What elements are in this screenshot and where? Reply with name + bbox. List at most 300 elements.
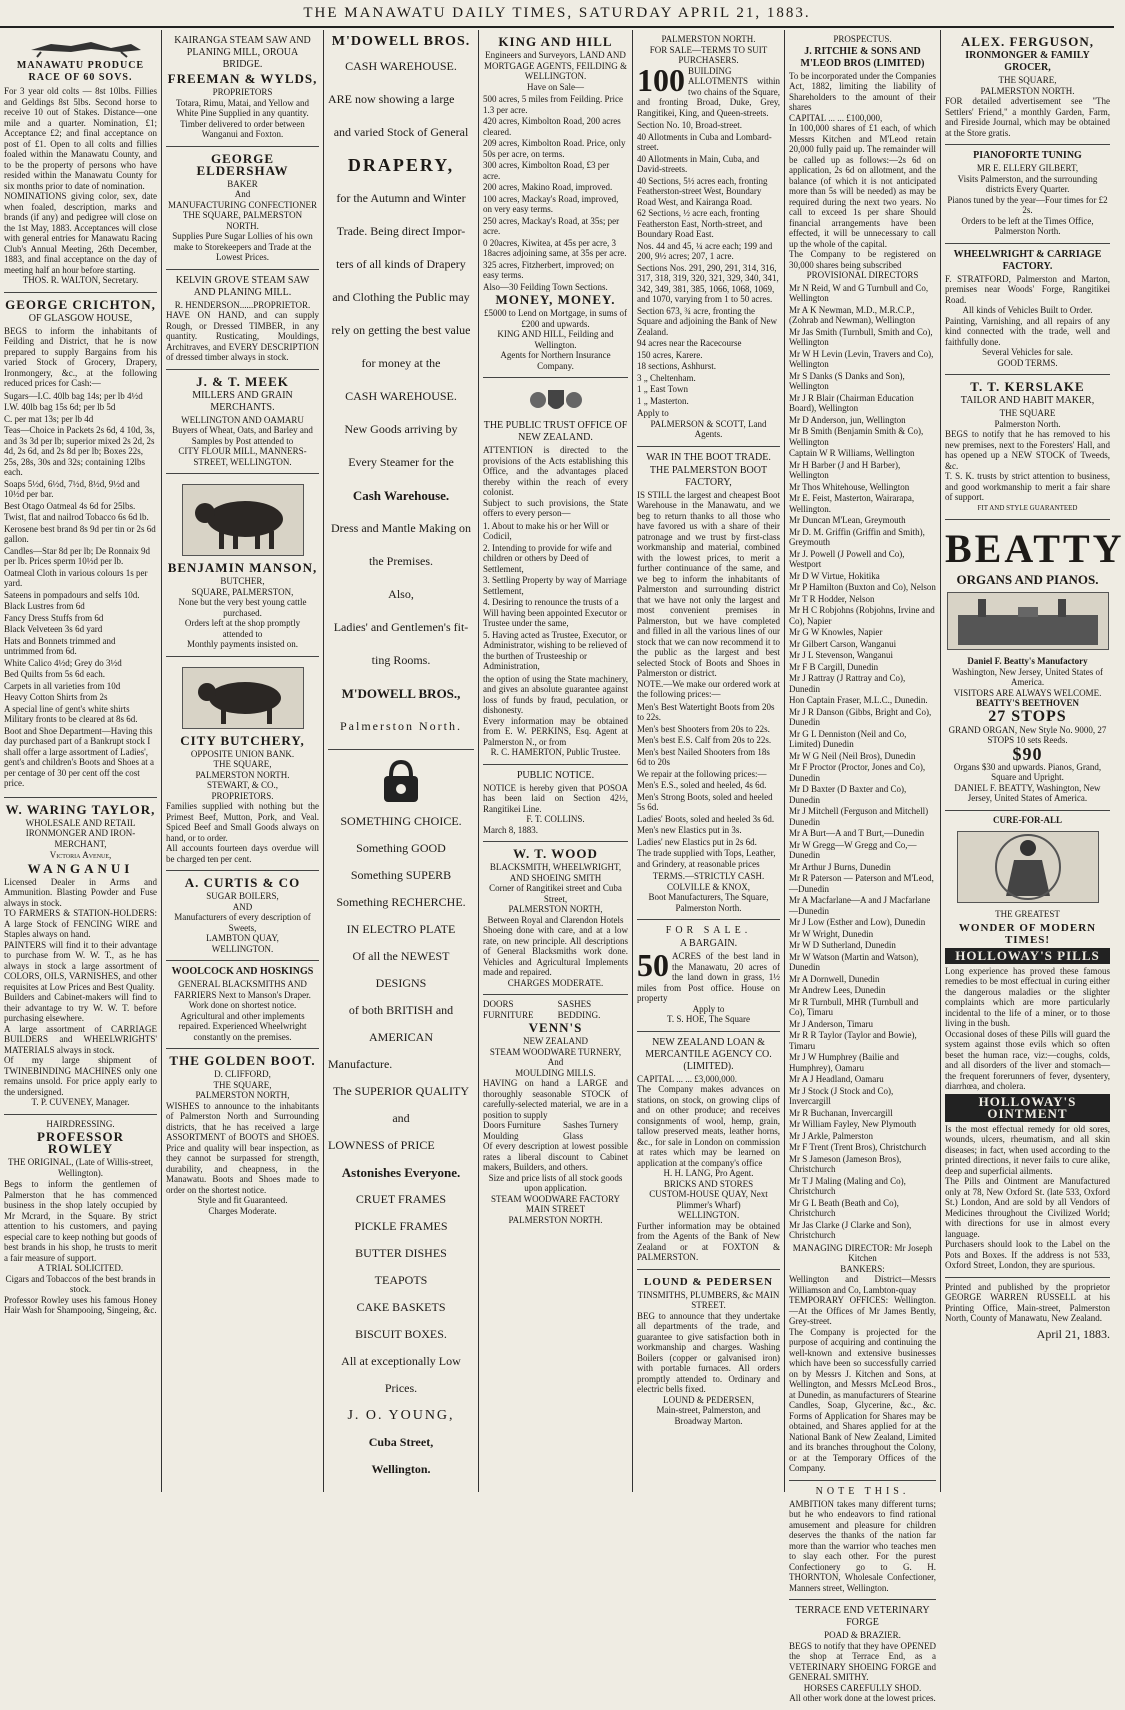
kh-agents: Agents for Northern Insurance Company. bbox=[500, 350, 611, 371]
venn-list-b: Sashes Turnery Glass bbox=[563, 1120, 619, 1141]
column-6 bbox=[785, 30, 940, 1703]
coat-of-arms-icon bbox=[526, 384, 586, 418]
race-ad bbox=[4, 30, 157, 293]
column-7 bbox=[941, 30, 1125, 1492]
eldershaw-text: Supplies Pure Sugar Lollies of his own make to Storekeepers and Trade at the Lowest Prices. bbox=[172, 231, 313, 262]
director-list-item: Mr J Mitchell (Ferguson and Mitchell) Dunedin bbox=[789, 806, 929, 827]
electro-plate-item: CAKE BASKETS bbox=[356, 1300, 446, 1314]
boot-terms: TERMS.—STRICTLY CASH. bbox=[652, 871, 765, 881]
terrace-ad bbox=[789, 1600, 936, 1710]
price-list-item: Black Velveteen 3s 6d yard bbox=[4, 624, 103, 634]
price-list-item: Bed Quilts from 5s 6d each. bbox=[4, 669, 105, 679]
boot-price-list bbox=[637, 702, 780, 870]
director-list-item: Mr J Low (Esther and Low), Dunedin bbox=[789, 917, 926, 927]
kairanga-text-2: Timber delivered to order between Wanganui and Foxton. bbox=[180, 118, 305, 139]
golden-boot-ad bbox=[166, 1049, 319, 1222]
property-list-item: 200 acres, Makino Road, improved. bbox=[483, 182, 613, 192]
prospectus-bank-text: Wellington and District—Messrs Williamson and Co, Lambton-quay bbox=[789, 1274, 936, 1295]
manson-role: BUTCHER, bbox=[220, 576, 265, 586]
venn-sub-2: STEAM WOODWARE TURNERY, bbox=[489, 1046, 622, 1057]
trust-list bbox=[483, 521, 628, 672]
directors-list bbox=[789, 283, 936, 1241]
young-town: Wellington. bbox=[371, 1462, 431, 1476]
taylor-town: WANGANUI bbox=[27, 860, 134, 876]
kerslake-text-2: T. S. K. trusts by strict attention to business, and good workmanship to merit a fair share of support. bbox=[945, 471, 1110, 502]
eldershaw-and: And bbox=[234, 189, 251, 199]
golden-text: WISHES to announce to the inhabitants of Palmerston North and Surrounding districts, that he has received a large ASSORTMENT of BOOTS and SHOES. Price and quality will bear inspection, as they cannot be surpassed for strength, durability, and cheapness, in the Manawatu. Boots and Shoes made to order on the shortest notice. bbox=[166, 1100, 319, 1195]
city-title: CITY BUTCHERY, bbox=[180, 732, 305, 748]
manson-line-5: Monthly payments insisted on. bbox=[187, 639, 298, 649]
venn-text-3: Size and price lists of all stock goods upon application. bbox=[488, 1172, 623, 1193]
notice-signature: F. T. COLLINS. bbox=[526, 814, 585, 824]
city-butchery-ad bbox=[166, 657, 319, 872]
scott-hundred: 100 bbox=[637, 61, 685, 98]
allotment-list-item: 1 „ East Town bbox=[637, 384, 688, 394]
piano-name: MR E. ELLERY GILBERT, bbox=[976, 163, 1079, 173]
prospectus-prov: PROVISIONAL DIRECTORS bbox=[806, 270, 919, 280]
kh-signature: KING AND HILL, Feilding and Wellington. bbox=[497, 329, 614, 350]
price-list-item: Sugars—I.C. 40lb bag 14s; per lb 4½d bbox=[4, 390, 143, 401]
electro-plate-item: CRUET FRAMES bbox=[355, 1192, 447, 1206]
beatty-visitors: VISITORS ARE ALWAYS WELCOME. bbox=[953, 687, 1102, 698]
kairanga-firm: FREEMAN & WYLDS, bbox=[167, 71, 318, 86]
factory-illustration bbox=[947, 592, 1109, 650]
venn-factory: STEAM WOODWARE FACTORY bbox=[490, 1193, 620, 1204]
young-line: The SUPERIOR QUALITY and bbox=[333, 1084, 469, 1125]
hair-shampoo: Professor Rowley uses his famous Honey Hair Wash for Shampooing, Singeing, &c. bbox=[4, 1294, 157, 1315]
stratford-text: F. STRATFORD, Palmerston and Marton, premises near Woods' Forge, Rangitikei Road. bbox=[945, 273, 1110, 305]
beatty-stops: 27 STOPS bbox=[988, 707, 1067, 725]
director-list-item: Mr Duncan M'Lean, Greymouth bbox=[789, 515, 906, 525]
price-list-item: I.W. 40lb bag 15s 6d; per lb 5d bbox=[4, 402, 116, 412]
director-list-item: Mr J L Stevenson, Wanganui bbox=[789, 650, 894, 660]
young-line: LOWNESS of PRICE bbox=[328, 1138, 435, 1152]
prospectus-head: PROSPECTUS. bbox=[833, 34, 892, 44]
curtis-title: A. CURTIS & CO bbox=[184, 875, 301, 890]
boot-price-item: We repair at the following prices:— bbox=[637, 768, 767, 779]
public-trust-ad bbox=[483, 378, 628, 765]
seated-figure-icon bbox=[958, 832, 1098, 902]
taylor-text-5: A large assortment of CARRIAGE BUILDERS and WHEELWRIGHTS' MATERIALS always in stock. bbox=[4, 1023, 157, 1055]
young-line: SOMETHING CHOICE. bbox=[340, 814, 462, 828]
mdowell-line: Trade. Being direct Impor- bbox=[336, 224, 466, 238]
price-list-item: Teas—Choice in Packets 2s 6d, 4 10d, 3s, and 3s 3d per lb; superior mixed 2s 2d, 2s 4d, 2s 6d, and 2s 8d per lb; Boxes 22s, 25s, 28s, 30s and 32s; containing 12lbs each. bbox=[4, 425, 155, 477]
eldershaw-role-2: MANUFACTURING CONFECTIONER bbox=[167, 199, 318, 210]
prospectus-bankers: BANKERS: bbox=[840, 1263, 885, 1274]
loan-agent: H. H. LANG, Pro Agent. bbox=[663, 1168, 754, 1178]
director-list-item: Mr Thos Whitehouse, Wellington bbox=[789, 481, 910, 492]
stratford-terms: GOOD TERMS. bbox=[997, 357, 1058, 368]
price-list-item: White Calico 4½d; Grey do 3½d bbox=[4, 657, 122, 668]
mdowell-line: rely on getting the best value bbox=[331, 323, 471, 337]
prospectus-md: MANAGING DIRECTOR: Mr Joseph Kitchen bbox=[792, 1242, 933, 1263]
trust-text: ATTENTION is directed to the provisions of the Acts establishing this Office, and the advantages placed thereby within the reach of every colonist. bbox=[483, 445, 628, 497]
wood-town: PALMERSTON NORTH, bbox=[508, 904, 603, 914]
golden-square: THE SQUARE, bbox=[213, 1079, 272, 1090]
terrace-text-2: All other work done at the lowest prices. bbox=[789, 1693, 936, 1703]
column-3 bbox=[324, 30, 478, 1492]
hair-title: HAIRDRESSING. bbox=[46, 1118, 115, 1129]
price-list-item: Twist, flat and nailrod Tobacco 6s 6d lb. bbox=[4, 512, 149, 522]
lound-signature: LOUND & PEDERSEN, bbox=[663, 1394, 754, 1405]
director-list-item: Mr B Smith (Benjamin Smith & Co), Wellington bbox=[789, 426, 924, 447]
kairanga-ad bbox=[166, 30, 319, 147]
sale-title: FOR SALE. bbox=[665, 925, 752, 936]
young-line: Something SUPERB bbox=[350, 868, 452, 882]
director-list-item: Mr J R Blair (Chairman Education Board), Wellington bbox=[789, 392, 914, 413]
director-list-item: Mr W H Levin (Levin, Travers and Co), Wellington bbox=[789, 348, 934, 369]
sale-sub: A BARGAIN. bbox=[679, 938, 738, 949]
allotment-list-item: 62 Sections, ½ acre each, fronting Featherston East, North-street, and Boundary Road East. bbox=[637, 208, 763, 239]
kh-sub: Engineers and Surveyors, LAND AND MORTGAGE AGENTS, FEILDING & WELLINGTON. bbox=[484, 50, 627, 81]
golden-title: THE GOLDEN BOOT. bbox=[169, 1053, 316, 1068]
note-this-ad bbox=[789, 1481, 936, 1601]
holloway-text-3: Is the most effectual remedy for old sores, wounds, ulcers, rheumatism, and all skin diseases; in fact, when used according to the printed directions, it never fails to cure alike, deep and superficial ailments. bbox=[945, 1123, 1110, 1176]
curtis-text: Manufacturers of every description of Sweets, bbox=[174, 912, 311, 933]
venn-list-a: Doors Furniture Moulding bbox=[483, 1120, 541, 1141]
holloway-greatest: THE GREATEST bbox=[995, 909, 1060, 919]
taylor-signature: T. P. CUVENEY, Manager. bbox=[31, 1097, 130, 1107]
loan-town: WELLINGTON. bbox=[677, 1210, 740, 1220]
factory-icon bbox=[948, 593, 1108, 649]
allotment-list-item: 94 acres near the Racecourse bbox=[637, 338, 742, 348]
bull-icon bbox=[183, 485, 303, 555]
stratford-ad bbox=[945, 244, 1110, 376]
boot-title: WAR IN THE BOOT TRADE. bbox=[646, 451, 771, 463]
city-opposite: OPPOSITE UNION BANK. bbox=[190, 748, 295, 759]
price-list-item: A special line of gent's white shirts Military fronts to be cleared at 8s 6d. bbox=[4, 703, 138, 724]
price-list-item: Fancy Dress Stuffs from 6d bbox=[4, 612, 104, 623]
piano-text-3: Orders to be left at the Times Office, Palmerston North. bbox=[961, 215, 1094, 236]
allotment-list-item: 40 Allotments in Cuba and Lombard-street. bbox=[637, 131, 772, 152]
imprint-date: April 21, 1883. bbox=[1036, 1326, 1110, 1341]
eldershaw-address: THE SQUARE, PALMERSTON NORTH. bbox=[182, 210, 303, 231]
kairanga-role: PROPRIETORS bbox=[212, 87, 273, 97]
taylor-text-2: TO FARMERS & STATION-HOLDERS: A large Stock of FENCING WIRE and Staples always on hand. bbox=[4, 908, 157, 939]
beatty-maker: Daniel F. Beatty's Manufactory bbox=[967, 656, 1088, 666]
loan-stores: BRICKS AND STORES bbox=[663, 1178, 754, 1189]
young-line: Something GOOD bbox=[356, 841, 446, 855]
venn-ad bbox=[483, 995, 628, 1231]
ferguson-square: THE SQUARE, bbox=[998, 75, 1057, 85]
mdowell-line: CASH WAREHOUSE. bbox=[345, 59, 457, 73]
allotment-list-item: Sections Nos. 291, 290, 291, 314, 316, 317, 318, 319, 320, 321, 329, 340, 341, 342, 349, 381, 385, 1066, 1068, 1069, and 1070, varying from 1 to 50 acres. bbox=[637, 262, 779, 304]
electro-plate-item: TEAPOTS bbox=[374, 1273, 428, 1287]
mdowell-line: ting Rooms. bbox=[371, 653, 431, 667]
mdowell-line: Ladies' and Gentlemen's fit- bbox=[333, 620, 469, 634]
venn-sub: NEW ZEALAND bbox=[522, 1036, 589, 1046]
notice-date: March 8, 1883. bbox=[483, 824, 538, 835]
director-list-item: Mr T J Maling (Maling and Co), Christchurch bbox=[789, 1175, 906, 1196]
mdowell-line: ters of all kinds of Drapery bbox=[336, 257, 466, 271]
kairanga-text: Totara, Rimu, Matai, and Yellow and White Pine Supplied in any quantity. bbox=[175, 97, 310, 118]
mdowell-line: M'DOWELL BROS., bbox=[341, 686, 461, 701]
wood-charges: CHARGES MODERATE. bbox=[507, 977, 604, 988]
property-list-item: 0 20acres, Kiwitea, at 45s per acre, 3 18acres adjoining same, at 35s per acre. bbox=[483, 237, 627, 258]
kairanga-title: KAIRANGA STEAM SAW AND PLANING MILL, OROUA BRIDGE. bbox=[174, 35, 311, 70]
crichton-sub: OF GLASGOW HOUSE, bbox=[28, 312, 133, 324]
for-sale-ad bbox=[637, 920, 780, 1032]
crichton-ad bbox=[4, 293, 157, 798]
kh-property-list bbox=[483, 94, 628, 292]
taylor-text-6: Of my large shipment of TWINEBINDING MACHINES only one remains unsold. For price apply early to the undersigned. bbox=[4, 1055, 157, 1097]
boot-price-item: Ladies' new Elastics put in 2s 6d. bbox=[637, 836, 757, 847]
ferguson-ad bbox=[945, 30, 1110, 145]
city-square: THE SQUARE, bbox=[213, 759, 272, 769]
imprint-text: Printed and published by the proprietor GEORGE WARREN RUSSELL at his Printing Office, Main-street, Palmerston North, County of Manawatu, New Zealand. bbox=[945, 1281, 1110, 1323]
mdowell-line: DRAPERY, bbox=[347, 155, 455, 175]
boot-price-item: Men's best Nailed Shooters from 18s 6d to 20s bbox=[637, 746, 770, 767]
taylor-address: Victoria Avenue, bbox=[49, 850, 112, 860]
manson-line-4: attended to bbox=[222, 628, 263, 639]
allotment-list-item: Section No. 10, Broad-street. bbox=[637, 120, 742, 130]
scott-lead: BUILDING ALLOTMENTS within two chains of the Square, and fronting Broad, Duke, Grey, Rangitikei, King, and Queen-streets. bbox=[637, 65, 780, 118]
racehorse-icon bbox=[11, 34, 151, 58]
holloway-text: Long experience has proved these famous remedies to be most effectual in curing either the dangerous maladies or the slighter complaints which are more particularly incidental to the life of a miner, or to those living in the bush. bbox=[945, 965, 1110, 1028]
boot-firm: COLVILLE & KNOX, bbox=[667, 881, 750, 892]
city-role: PROPRIETORS. bbox=[211, 790, 274, 801]
price-list-item: Sateens in pompadours and selfs 10d. bbox=[4, 589, 140, 600]
director-list-item: Mr J R Danson (Gibbs, Bright and Co), Dunedin bbox=[789, 706, 932, 727]
prospectus-capital: CAPITAL ... ... £100,000, bbox=[789, 112, 883, 123]
director-list-item: Mr J Anderson, Timaru bbox=[789, 1018, 874, 1029]
curtis-sub: SUGAR BOILERS, bbox=[206, 891, 279, 901]
prospectus-text-4: The Company is projected for the purpose of acquiring and continuing the well-known and extensive businesses which have been so successfully carried on by Messrs J. Kitchen and Sons, at Wellington, and Messrs McLeod Bros., at Dunedin, as manufacturers of Stearine Candles, Soap, Glycerine, &c., &c. Forms of Application for Shares may be obtained, and Shares applied for at the National Bank of New Zealand, Limited and its branches throughout the Colony, or at the Temporary Offices of the Company. bbox=[789, 1326, 936, 1473]
price-list-item: Boot and Shoe Department—Having this day purchased part of a Bankrupt stock I shall offer a large assortment of Ladies', gent's and children's Boots and Shoes at a per centage of 30 per cent off the cost price. bbox=[4, 725, 154, 788]
boot-sub: THE PALMERSTON BOOT FACTORY, bbox=[649, 464, 768, 488]
director-list-item: Mr R Turnbull, MHR (Turnbull and Co), Timaru bbox=[789, 996, 919, 1017]
price-list-item: C. per mat 13s; per lb 4d bbox=[4, 413, 94, 424]
price-list-item: Best Otago Oatmeal 4s 6d for 25lbs. bbox=[4, 500, 136, 511]
sale-fifty: 50 bbox=[637, 947, 669, 983]
holloway-text-5: Purchasers should look to the Label on the Pots and Boxes. If the address is not 533, Oxford Street, London, they are spurious. bbox=[945, 1239, 1110, 1270]
price-list-item: Black Lustres from 6d bbox=[4, 601, 85, 611]
mdowell-line: ARE now showing a large bbox=[328, 92, 455, 106]
terrace-firm: POAD & BRAZIER. bbox=[824, 1630, 901, 1640]
price-list-item: Carpets in all varieties from 10d bbox=[4, 680, 121, 691]
price-list-item: Hats and Bonnets trimmed and untrimmed from 6d. bbox=[4, 635, 116, 656]
loan-text-2: Further information may be obtained from the Agents of the Bank of New Zealand or at FOXTON & PALMERSTON. bbox=[637, 1220, 780, 1262]
holloway-text-4: The Pills and Ointment are Manufactured only at 78, New Oxford St. (late 533, Oxford St.) London, And are sold by all Vendors of Medicines throughout the Civilized World; with directions for use in almost every language. bbox=[945, 1176, 1110, 1239]
director-list-item: Mr D Anderson, jun, Wellington bbox=[789, 414, 906, 425]
meek-ad bbox=[166, 370, 319, 475]
boot-text: IS STILL the largest and cheapest Boot Warehouse in the Manawatu, and we beg to return thanks to all those who have favored us with a share of their patronage and we trust by first-class workmanship and material, combined with the lowest prices, to merit a further continuance of the same, and we beg to inform the inhabitants of Palmerston and surrounding district that we have not only the largest and most convenient premises in Palmerston, but we have completed and filled in all the various lines of our stock that we can now recommend it to the public as the largest and best selected Stock of Boots and Shoes in Palmerston or district. bbox=[637, 489, 780, 678]
mdowell-line: Cash Warehouse. bbox=[352, 488, 450, 503]
venn-doors: DOORS FURNITURE bbox=[483, 999, 534, 1020]
boot-price-item: Men's best Shooters from 20s to 22s. bbox=[637, 723, 770, 734]
curtis-address: LAMBTON QUAY, bbox=[206, 933, 279, 943]
beatty-ad bbox=[945, 520, 1125, 811]
stratford-text-3: Painting, Varnishing, and all repairs of any kind connected with the trade, well and faithfully done. bbox=[945, 315, 1110, 347]
city-town: PALMERSTON NORTH. bbox=[195, 769, 290, 780]
golden-name: D. CLIFFORD, bbox=[214, 1069, 271, 1079]
golden-line-1: Style and fit Guaranteed. bbox=[197, 1195, 288, 1205]
director-list-item: Mr Arthur J Burns, Dunedin bbox=[789, 861, 891, 872]
trust-list-item: 1. About to make his or her Will or Codicil, bbox=[483, 520, 609, 541]
venn-sashes: SASHES BEDDING. bbox=[557, 999, 601, 1020]
kerslake-sub: TAILOR AND HABIT MAKER, bbox=[960, 395, 1095, 406]
director-list-item: Mr G L Beath (Beath and Co), Christchurch bbox=[789, 1197, 899, 1218]
loan-capital: CAPITAL ... ... £3,000,000. bbox=[637, 1073, 737, 1084]
sale-text: ACRES of the best land in the Manawatu, 20 acres of the land down in grass, 1½ miles from Post office. House on property bbox=[637, 951, 780, 1003]
kerslake-text: BEGS to notify that he has removed to his new premises, next to the Foresters' Hall, and has opened up a NEW STOCK of Tweeds, &c. bbox=[945, 429, 1110, 471]
venn-text-2: Of every description at lowest possible rates a liberal discount to Cabinet makers, Builders, and others. bbox=[483, 1141, 628, 1172]
beatty-text: Washington, New Jersey, United States of America. bbox=[952, 666, 1103, 687]
boot-note: NOTE.—We make our ordered work at the following prices:— bbox=[637, 678, 780, 699]
curtis-town: WELLINGTON. bbox=[211, 943, 274, 954]
director-list-item: Mr A Macfarlane—A and J Macfarlane—Dunedin bbox=[789, 895, 931, 916]
holloway-ointment: HOLLOWAY'S OINTMENT bbox=[945, 1094, 1110, 1122]
taylor-text-4: Builders and Cabinet-makers will find to their advantage to try W. W. T. before purchasing elsewhere. bbox=[4, 992, 157, 1023]
kh-money-text: £5000 to Lend on Mortgage, in sums of £200 and upwards. bbox=[484, 308, 627, 329]
kerslake-fit: FIT AND STYLE GUARANTEED bbox=[977, 503, 1078, 512]
prospectus-temp: TEMPORARY OFFICES: Wellington.—At the Offices of Mr James Bently, Grey-street. bbox=[789, 1295, 936, 1326]
loan-text: The Company makes advances on stations, on stock, on growing clips of and on other produce; and receives consignments of wool, hemp, grain, tallow preserved meats, leather horns, &c., for sale in London on commission at rates which may be learned on application at the company's office bbox=[637, 1084, 780, 1168]
mdowell-line: for money at the bbox=[361, 356, 441, 370]
taylor-title: W. WARING TAYLOR, bbox=[5, 801, 156, 817]
young-line: of both BRITISH and AMERICAN bbox=[348, 1003, 454, 1044]
allotment-list-item: 40 Sections, 5½ acres each, fronting Featherston-street West, Boundary Road West, and Kairanga Road. bbox=[637, 175, 768, 207]
electro-plate-item: BUTTER DISHES bbox=[355, 1246, 447, 1260]
manson-address: SQUARE, PALMERSTON, bbox=[191, 586, 294, 597]
director-list-item: Mr A K Newman, M.D., M.R.C.P., (Zohrab and Newman), Wellington bbox=[789, 304, 916, 325]
kelvin-text: HAVE ON HAND, and can supply Rough, or Dressed TIMBER, in any quantity. Rusticating, Mouldings, Architraves, and EVERY DESCRIPTION of dressed timber always in stock. bbox=[166, 310, 319, 362]
trust-list-item: 4. Desiring to renounce the trusts of a Will having been appointed Executor or Trustee under the same, bbox=[483, 597, 627, 628]
property-list-item: 420 acres, Kimbolton Road, 200 acres cleared. bbox=[483, 116, 621, 137]
wood-title: W. T. WOOD bbox=[513, 846, 598, 861]
padlock-monogram-icon bbox=[376, 756, 426, 806]
property-list-item: Also—30 Feilding Town Sections. bbox=[483, 281, 608, 292]
bull-illustration bbox=[182, 484, 304, 556]
director-list-item: Mr G L Denniston (Neil and Co, Limited) Dunedin bbox=[789, 728, 907, 749]
allotment-list-item: 150 acres, Karere. bbox=[637, 349, 703, 360]
lound-address: Main-street, Palmerston, and Broadway Marton. bbox=[656, 1405, 761, 1426]
city-text: Families supplied with nothing but the Primest Beef, Mutton, Pork, and Veal. Spiced Beef and Small Goods always on hand, or to order. bbox=[166, 801, 319, 843]
property-list-item: 209 acres, Kimbolton Road. Price, only 50s per acre, on terms. bbox=[483, 138, 626, 159]
eldershaw-ad bbox=[166, 147, 319, 270]
hair-sub: THE ORIGINAL, (Late of Willis-street, Wellington). bbox=[8, 1157, 153, 1178]
king-hill-ad bbox=[483, 30, 628, 378]
mdowell-line: Dress and Mantle Making on bbox=[331, 521, 471, 535]
director-list-item: Mr P Hamilton (Buxton and Co), Nelson bbox=[789, 582, 936, 592]
mdowell-line: Also, bbox=[388, 587, 414, 601]
imprint bbox=[945, 1278, 1110, 1346]
trust-list-item: 3. Settling Property by way of Marriage Settlement, bbox=[483, 575, 627, 596]
prospectus-ad bbox=[789, 30, 936, 1481]
price-list-item: Kerosene best brand 8s 9d per tin or 2s 6d gallon. bbox=[4, 523, 156, 544]
scott-head: FOR SALE—TERMS TO SUIT PURCHASERS. bbox=[649, 44, 768, 65]
young-ad bbox=[328, 750, 474, 1489]
notice-title: PUBLIC NOTICE. bbox=[516, 769, 595, 781]
director-list-item: Mr H C Robjohns (Robjohns, Irvine and Co), Napier bbox=[789, 605, 935, 626]
stratford-text-4: Several Vehicles for sale. bbox=[982, 347, 1073, 357]
director-list-item: Mr Jas Clarke (J Clarke and Son), Christchurch bbox=[789, 1219, 912, 1240]
electro-plate-item: PICKLE FRAMES bbox=[354, 1219, 448, 1233]
boot-price-item: Ladies' Boots, soled and heeled 3s 6d. bbox=[637, 813, 775, 824]
director-list-item: Mr R Paterson — Paterson and M'Leod,—Dunedin bbox=[789, 873, 934, 894]
director-list-item: Mr D. M. Griffin (Griffin and Smith), Greymouth bbox=[789, 526, 925, 547]
beatty-price: $90 bbox=[1012, 743, 1043, 764]
young-line: Astonishes Everyone. bbox=[341, 1165, 461, 1180]
mdowell-line: Every Steamer for the bbox=[348, 455, 454, 469]
city-firm: STEWART, & CO., bbox=[206, 780, 279, 790]
director-list-item: Mr J Stock (J Stock and Co), Invercargill bbox=[789, 1085, 894, 1106]
piano-text: Visits Palmerston, and the surrounding districts Every Quarter. bbox=[957, 173, 1098, 194]
young-line: Of all the NEWEST DESIGNS bbox=[352, 949, 450, 990]
mdowell-line: CASH WAREHOUSE. bbox=[345, 389, 457, 403]
hair-text: Begs to inform the gentlemen of Palmerston that he has commenced business in the shop lately occupied by Mr Mcrard, in the Square. By strict attention to his customers, and paying especial care to keep nothing but goods of best brands in his shop, he trusts to merit a fair measure of support. bbox=[4, 1179, 157, 1263]
wood-address: Corner of Rangitikei street and Cuba Street, bbox=[489, 883, 622, 904]
director-list-item: Mr R Buchanan, Invercargill bbox=[789, 1107, 893, 1118]
hairdressing-ad bbox=[4, 1115, 157, 1322]
prospectus-text-3: The Company to be registered on 30,000 shares being subscribed bbox=[789, 249, 936, 270]
director-list-item: Mr S Danks (S Danks and Son), Wellington bbox=[789, 370, 905, 391]
trust-signature: R. C. HAMERTON, Public Trustee. bbox=[490, 747, 621, 757]
ferguson-text: FOR detailed advertisement see "The Settlers' Friend," a monthly Garden, Farm, and Fireside Journal, which may be obtained at the Store gratis. bbox=[945, 96, 1110, 138]
hygeia-illustration bbox=[957, 831, 1099, 903]
director-list-item: Mr William Fayley, New Plymouth bbox=[789, 1119, 917, 1129]
race-text: For 3 year old colts — 8st 10lbs. Fillies and Geldings 8st 5lbs. Second horse to receive 10 out of Stakes. Distance—one mile and a quarter. Nomination, £1; Acceptance £2; and final acceptance on post of £1. Open to all colts and fillies foaled within the Manawatu County, and to be the property of persons who have resided within the Manawatu County for six months prior to date of nomination. bbox=[4, 86, 157, 191]
director-list-item: Mr F B Cargill, Dunedin bbox=[789, 661, 879, 672]
taylor-text-1: Licensed Dealer in Arms and Ammunition. Blasting Powder and Fuse always in stock. bbox=[4, 876, 157, 908]
city-text-2: All accounts fourteen days overdue will be charged ten per cent. bbox=[166, 843, 319, 864]
ferguson-town: PALMERSTON NORTH. bbox=[980, 85, 1075, 96]
column-4 bbox=[479, 30, 632, 1492]
director-list-item: Mr W Gregg—W Gregg and Co,—Dunedin bbox=[789, 839, 917, 860]
manson-line-3: Orders left at the shop promptly bbox=[184, 618, 301, 628]
kerslake-square: THE SQUARE bbox=[999, 408, 1056, 418]
bull-illustration-2 bbox=[182, 667, 304, 729]
mdowell-firm: M'DOWELL BROS. bbox=[331, 34, 471, 49]
price-list-item: Oatmeal Cloth in various colours 1s per yard. bbox=[4, 567, 148, 588]
kelvin-ad bbox=[166, 270, 319, 370]
scott-signature: PALMERSON & SCOTT, Land Agents. bbox=[650, 418, 767, 439]
mdowell-line: for the Autumn and Winter bbox=[336, 191, 466, 205]
trust-list-item: 2. Intending to provide for wife and children or others by Deed of Settlement, bbox=[483, 542, 612, 574]
curtis-ad bbox=[166, 871, 319, 961]
director-list-item: Mr D W Virtue, Hokitika bbox=[789, 570, 880, 581]
director-list-item: Mr J Rattray (J Rattray and Co), Dunedin bbox=[789, 673, 906, 694]
director-list-item: Mr W G Neil (Neil Bros), Dunedin bbox=[789, 750, 916, 761]
young-name: J. O. YOUNG, bbox=[347, 1408, 455, 1423]
race-title: MANAWATU PRODUCE RACE OF 60 SOVS. bbox=[16, 60, 145, 83]
crichton-text: BEGS to inform the inhabitants of Feilding and District, that he is now prepared to supply Bargains from his varied Stock of Grocery, Drapery, Ironmongery, &c., at the following reduced prices for Cash:— bbox=[4, 325, 157, 388]
lound-text: BEG to announce that they undertake all departments of the trade, and guarantee to give satisfaction both in workmanship and charges. Washing Boilers (copper or galvanised iron) with portable furnaces. All orders promptly attended to. Ordinary and electric bells fixed. bbox=[637, 1310, 780, 1394]
young-street: Cuba Street, bbox=[368, 1435, 434, 1449]
kh-have: Have on Sale— bbox=[527, 81, 584, 92]
young-line: Something RECHERCHE. bbox=[336, 895, 466, 909]
price-list-item: Heavy Cotton Shirts from 2s bbox=[4, 692, 108, 702]
allotment-list-item: 40 Allotments in Main, Cuba, and David-streets. bbox=[637, 153, 760, 174]
golden-line-2: Charges Moderate. bbox=[208, 1205, 277, 1216]
director-list-item: Mr H Barber (J and H Barber), Wellington bbox=[789, 459, 901, 480]
holloway-text-2: Occasional doses of these Pills will guard the system against those evils which so often beset the human race, viz:—coughs, colds, and all disorders of the liver and stomach—the frequent forerunners of fever, dysentery, diarrhœa, and cholera. bbox=[945, 1028, 1110, 1091]
kh-title: KING AND HILL bbox=[498, 34, 613, 49]
beatty-signature: DANIEL F. BEATTY, Washington, New Jersey, United States of America. bbox=[954, 782, 1101, 803]
wood-between: Between Royal and Clarendon Hotels bbox=[487, 914, 624, 925]
crichton-price-list bbox=[4, 391, 157, 789]
manson-line-2: purchased. bbox=[223, 607, 262, 618]
allotment-list-item: 3 „ Cheltenham. bbox=[637, 372, 696, 383]
prospectus-title: J. RITCHIE & SONS AND M'LEOD BROS (LIMITED) bbox=[800, 45, 925, 69]
director-list-item: Mr S Jameson (Jameson Bros), Christchurch bbox=[789, 1153, 902, 1174]
manson-ad bbox=[166, 474, 319, 657]
allotment-list-item: Section 673, ¾ acre, fronting the Square and adjoining the Bank of New Zealand. bbox=[637, 305, 777, 337]
prospectus-text: To be incorporated under the Companies Act, 1882, limiting the liability of Shareholders to the amount of their shares bbox=[789, 70, 936, 112]
taylor-sub: WHOLESALE AND RETAIL IRONMONGER AND IRON-MERCHANT, bbox=[25, 817, 136, 849]
ferguson-title: ALEX. FERGUSON, bbox=[960, 34, 1095, 49]
trust-text-3: the option of using the State machinery, and gives an absolute guarantee against loss of funds by fraud, peculation, or dishonesty. bbox=[483, 673, 628, 715]
